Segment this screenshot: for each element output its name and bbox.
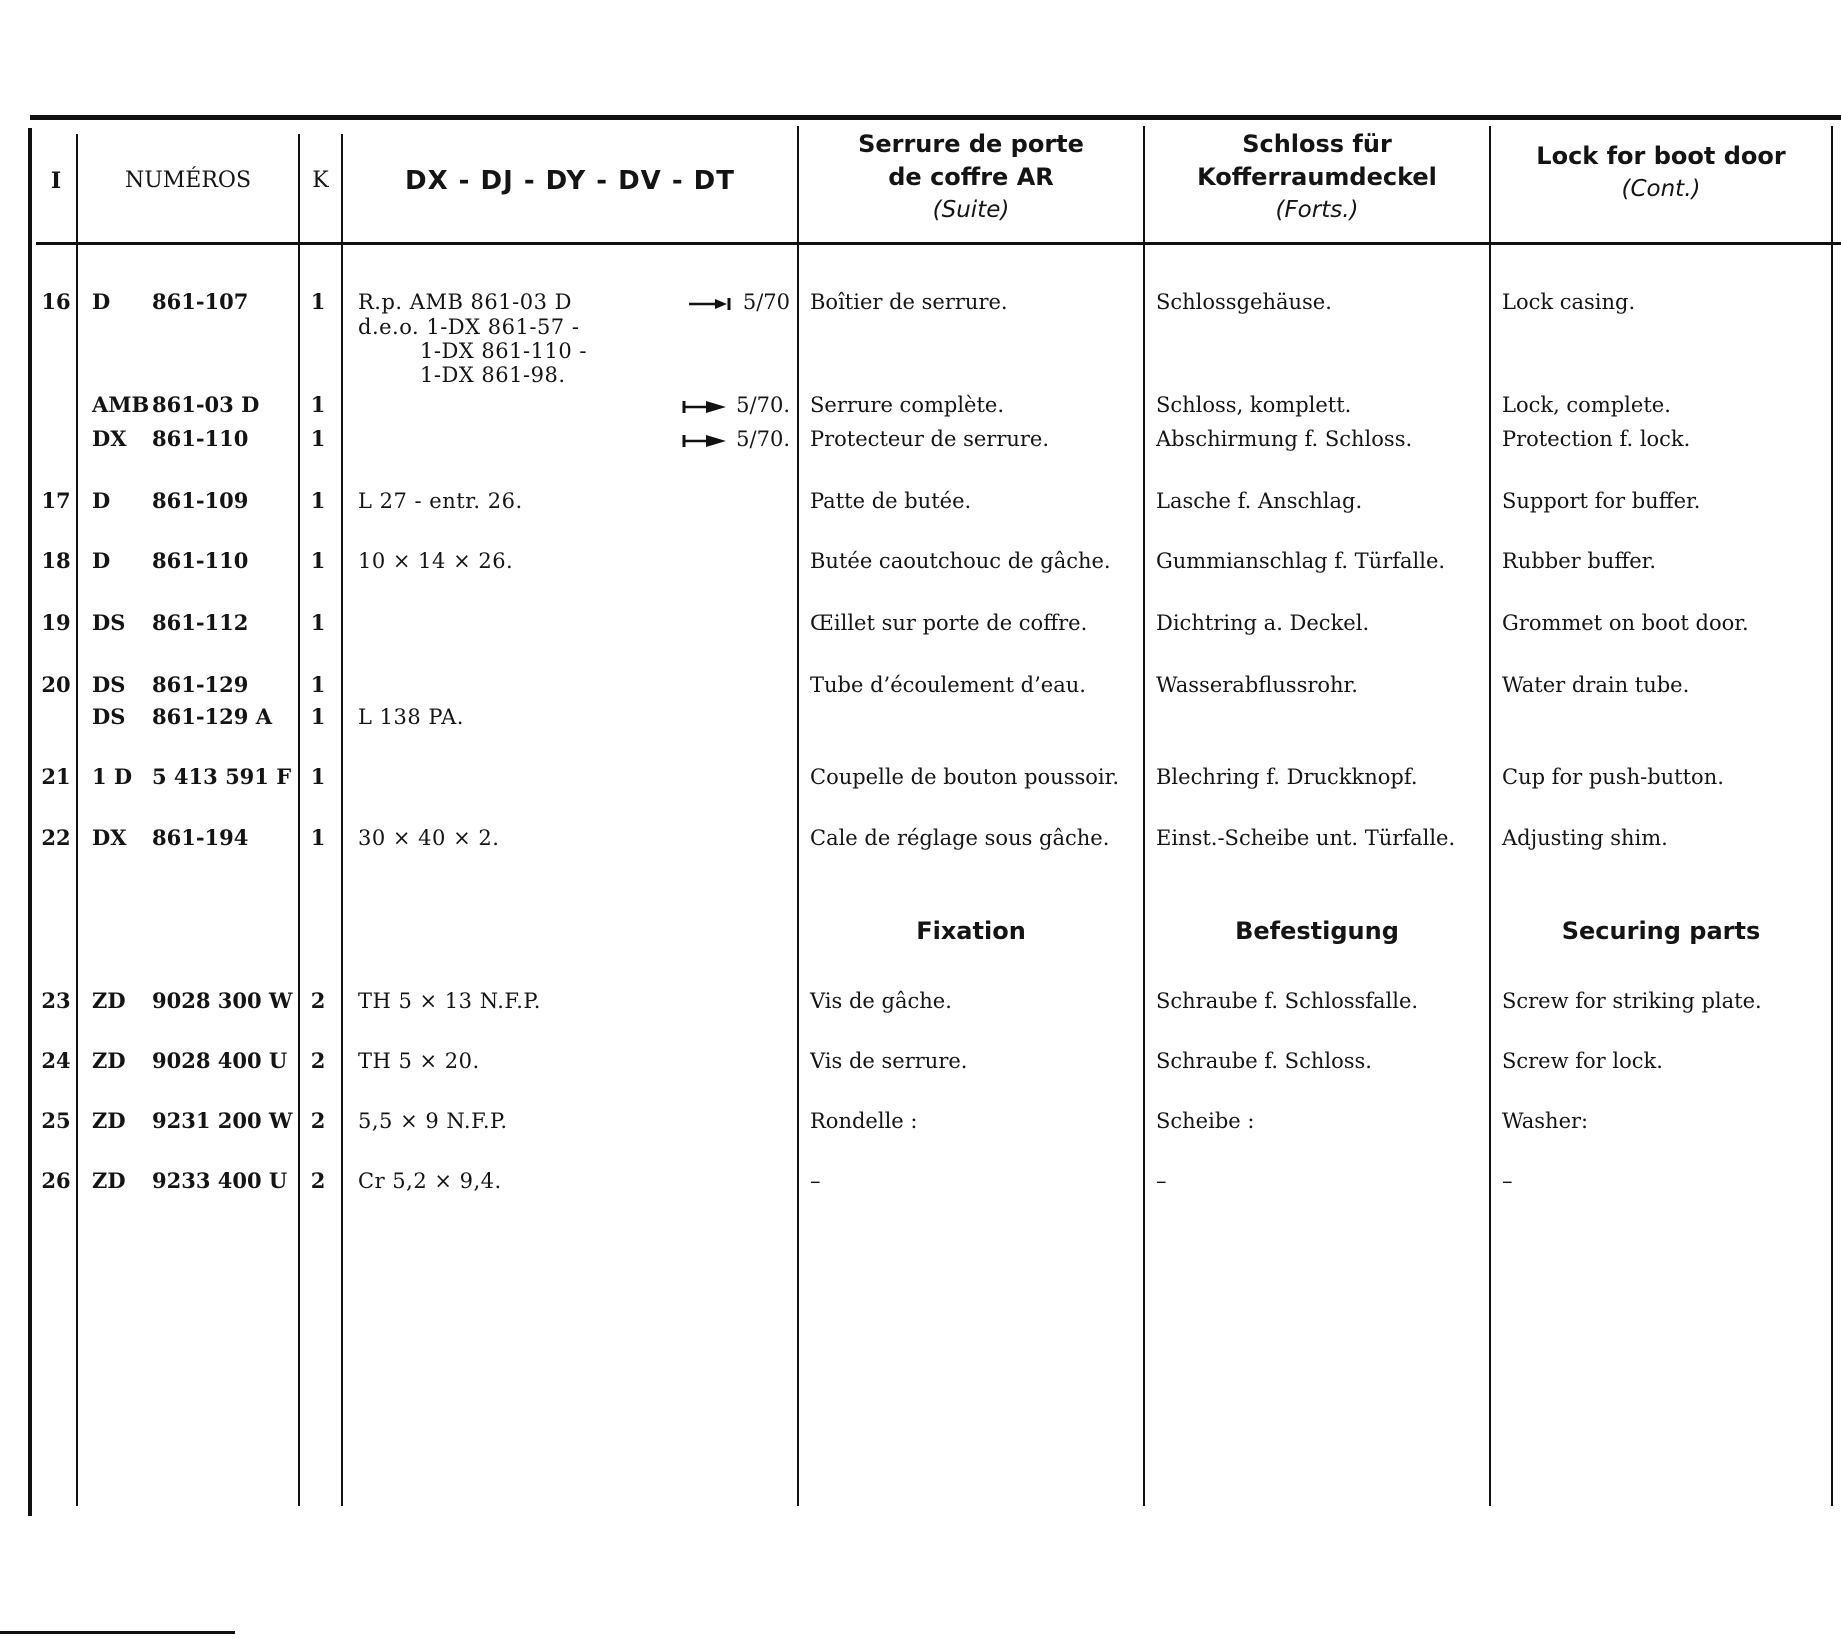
- header-en-line1: Lock for boot door: [1536, 142, 1786, 170]
- table-row: [0, 608, 1841, 644]
- date-text: 5/70.: [736, 393, 790, 417]
- part-number: 861-129: [152, 672, 249, 697]
- header-fr: [799, 128, 1143, 227]
- part-number: 861-03 D: [152, 392, 260, 417]
- header-qty: K: [312, 168, 329, 193]
- part-prefix: D: [92, 488, 111, 513]
- part-prefix: ZD: [92, 1048, 126, 1073]
- qty: 1: [310, 764, 326, 789]
- desc-en: Lock, complete.: [1502, 393, 1671, 417]
- desc-de: Einst.-Scheibe unt. Türfalle.: [1156, 826, 1456, 850]
- qty: 2: [310, 988, 326, 1013]
- table-row: [0, 762, 1841, 798]
- part-number: 861-110: [152, 426, 249, 451]
- part-prefix: D: [92, 548, 111, 573]
- desc-en: Lock casing.: [1502, 290, 1636, 314]
- desc-en: Adjusting shim.: [1502, 826, 1668, 850]
- desc-fr: Cale de réglage sous gâche.: [810, 826, 1110, 850]
- header-models: DX - DJ - DY - DV - DT: [404, 166, 735, 196]
- desc-de: Blechring f. Druckknopf.: [1156, 765, 1418, 789]
- part-prefix: DX: [92, 426, 127, 451]
- qty: 1: [310, 672, 326, 697]
- qty: 1: [310, 392, 326, 417]
- header-numbers: NUMÉROS: [124, 168, 252, 193]
- qty: 1: [310, 289, 326, 314]
- spec: R.p. AMB 861-03 D: [358, 290, 572, 314]
- desc-fr: Boîtier de serrure.: [810, 290, 1008, 314]
- desc-en: Grommet on boot door.: [1502, 611, 1749, 635]
- table-row: [0, 702, 1841, 738]
- part-number: 861-107: [152, 289, 249, 314]
- bar-to-arrow-icon: [682, 434, 728, 448]
- part-prefix: ZD: [92, 988, 126, 1013]
- table-row: [0, 823, 1841, 859]
- bottom-fragment-rule: [0, 1631, 235, 1634]
- date-text: 5/70: [742, 290, 790, 314]
- qty: 2: [310, 1108, 326, 1133]
- desc-de: Schraube f. Schloss.: [1156, 1049, 1372, 1073]
- part-number: 861-110: [152, 548, 249, 573]
- header-fr-line1: Serrure de porte: [858, 130, 1084, 158]
- desc-de: Schraube f. Schlossfalle.: [1156, 989, 1419, 1013]
- table-row: [0, 1106, 1841, 1142]
- spec: TH 5 × 20.: [358, 1049, 480, 1073]
- part-prefix: 1 D: [92, 764, 133, 789]
- header-en: [1491, 140, 1831, 206]
- arrow-to-bar-icon: [689, 297, 735, 311]
- part-number: 861-129 A: [152, 704, 272, 729]
- spec: 1-DX 861-110 -: [420, 339, 587, 363]
- row-index: 20: [41, 672, 71, 697]
- date-text: 5/70.: [736, 427, 790, 451]
- row-index: 22: [41, 825, 71, 850]
- qty: 1: [310, 488, 326, 513]
- desc-en: Screw for lock.: [1502, 1049, 1663, 1073]
- part-number: 861-194: [152, 825, 249, 850]
- spec: L 27 - entr. 26.: [358, 489, 523, 513]
- bar-to-arrow-icon: [682, 400, 728, 414]
- desc-fr: Serrure complète.: [810, 393, 1005, 417]
- part-prefix: D: [92, 289, 111, 314]
- desc-de: Dichtring a. Deckel.: [1156, 611, 1370, 635]
- desc-fr: –: [810, 1169, 821, 1193]
- header-fr-line2: de coffre AR: [888, 163, 1054, 191]
- desc-en: Rubber buffer.: [1502, 549, 1657, 573]
- row-index: 26: [41, 1168, 71, 1193]
- row-index: 24: [41, 1048, 71, 1073]
- qty: 2: [310, 1168, 326, 1193]
- table-row: [0, 424, 1841, 460]
- qty: 1: [310, 610, 326, 635]
- desc-en: Water drain tube.: [1502, 673, 1690, 697]
- spec: 30 × 40 × 2.: [358, 826, 500, 850]
- spec: 1-DX 861-98.: [420, 363, 566, 387]
- table-row: [0, 1046, 1841, 1082]
- desc-de: –: [1156, 1169, 1167, 1193]
- desc-de: Schloss, komplett.: [1156, 393, 1352, 417]
- part-number: 9028 400 U: [152, 1048, 288, 1073]
- part-prefix: ZD: [92, 1168, 126, 1193]
- row-index: 23: [41, 988, 71, 1013]
- part-number: 9028 300 W: [152, 988, 293, 1013]
- table-row: [0, 486, 1841, 522]
- desc-de: Abschirmung f. Schloss.: [1156, 427, 1413, 451]
- qty: 1: [310, 704, 326, 729]
- part-prefix: DS: [92, 610, 126, 635]
- qty: 1: [310, 548, 326, 573]
- spec: Cr 5,2 × 9,4.: [358, 1169, 502, 1193]
- desc-fr: Butée caoutchouc de gâche.: [810, 549, 1111, 573]
- desc-fr: Coupelle de bouton poussoir.: [810, 765, 1120, 789]
- header-de-line2: Kofferraumdeckel: [1197, 163, 1437, 191]
- row-index: 19: [41, 610, 71, 635]
- spec: d.e.o. 1-DX 861-57 -: [358, 315, 580, 339]
- qty: 1: [310, 825, 326, 850]
- desc-en: Cup for push-button.: [1502, 765, 1724, 789]
- part-prefix: ZD: [92, 1108, 126, 1133]
- desc-fr: Patte de butée.: [810, 489, 972, 513]
- row-index: 25: [41, 1108, 71, 1133]
- date-note: [655, 424, 790, 454]
- part-number: 861-112: [152, 610, 249, 635]
- part-prefix: DX: [92, 825, 127, 850]
- qty: 1: [310, 426, 326, 451]
- spec: 10 × 14 × 26.: [358, 549, 514, 573]
- row-index: 17: [41, 488, 71, 513]
- table-row: [0, 546, 1841, 582]
- part-prefix: AMB: [92, 392, 150, 417]
- section-de: Befestigung: [1235, 917, 1399, 945]
- part-prefix: DS: [92, 672, 126, 697]
- desc-en: Protection f. lock.: [1502, 427, 1691, 451]
- header-de-line1: Schloss für: [1242, 130, 1392, 158]
- part-prefix: DS: [92, 704, 126, 729]
- part-number: 9231 200 W: [152, 1108, 293, 1133]
- table-row: [0, 670, 1841, 706]
- header-de: [1145, 128, 1489, 227]
- desc-fr: Tube d’écoulement d’eau.: [810, 673, 1086, 697]
- row-index: 21: [41, 764, 71, 789]
- spec: TH 5 × 13 N.F.P.: [358, 989, 541, 1013]
- header-fr-line3: (Suite): [932, 197, 1010, 223]
- header-rule: [36, 242, 1841, 245]
- table-row: [0, 390, 1841, 426]
- section-en: Securing parts: [1561, 917, 1761, 945]
- desc-fr: Protecteur de serrure.: [810, 427, 1050, 451]
- section-fr: Fixation: [916, 917, 1026, 945]
- part-number: 9233 400 U: [152, 1168, 288, 1193]
- part-number: 5 413 591 F: [152, 764, 292, 789]
- header-index: I: [50, 168, 62, 194]
- desc-fr: Rondelle :: [810, 1109, 918, 1133]
- header-en-line2: (Cont.): [1621, 176, 1701, 202]
- desc-de: Scheibe :: [1156, 1109, 1255, 1133]
- header-de-line3: (Forts.): [1275, 197, 1359, 223]
- desc-de: Wasserabflussrohr.: [1156, 673, 1358, 697]
- desc-de: Lasche f. Anschlag.: [1156, 489, 1363, 513]
- table-row: [0, 986, 1841, 1022]
- spec: L 138 PA.: [358, 705, 464, 729]
- spec: 5,5 × 9 N.F.P.: [358, 1109, 508, 1133]
- desc-en: Support for buffer.: [1502, 489, 1701, 513]
- desc-en: –: [1502, 1169, 1513, 1193]
- desc-de: Schlossgehäuse.: [1156, 290, 1332, 314]
- row-index: 18: [41, 548, 71, 573]
- part-number: 861-109: [152, 488, 249, 513]
- desc-fr: Œillet sur porte de coffre.: [810, 611, 1088, 635]
- top-rule: [30, 115, 1841, 120]
- row-index: 16: [41, 289, 71, 314]
- desc-fr: Vis de gâche.: [810, 989, 952, 1013]
- desc-fr: Vis de serrure.: [810, 1049, 968, 1073]
- qty: 2: [310, 1048, 326, 1073]
- desc-en: Washer:: [1502, 1109, 1589, 1133]
- date-note: [655, 390, 790, 420]
- desc-de: Gummianschlag f. Türfalle.: [1156, 549, 1446, 573]
- table-row: [0, 1166, 1841, 1202]
- desc-en: Screw for striking plate.: [1502, 989, 1762, 1013]
